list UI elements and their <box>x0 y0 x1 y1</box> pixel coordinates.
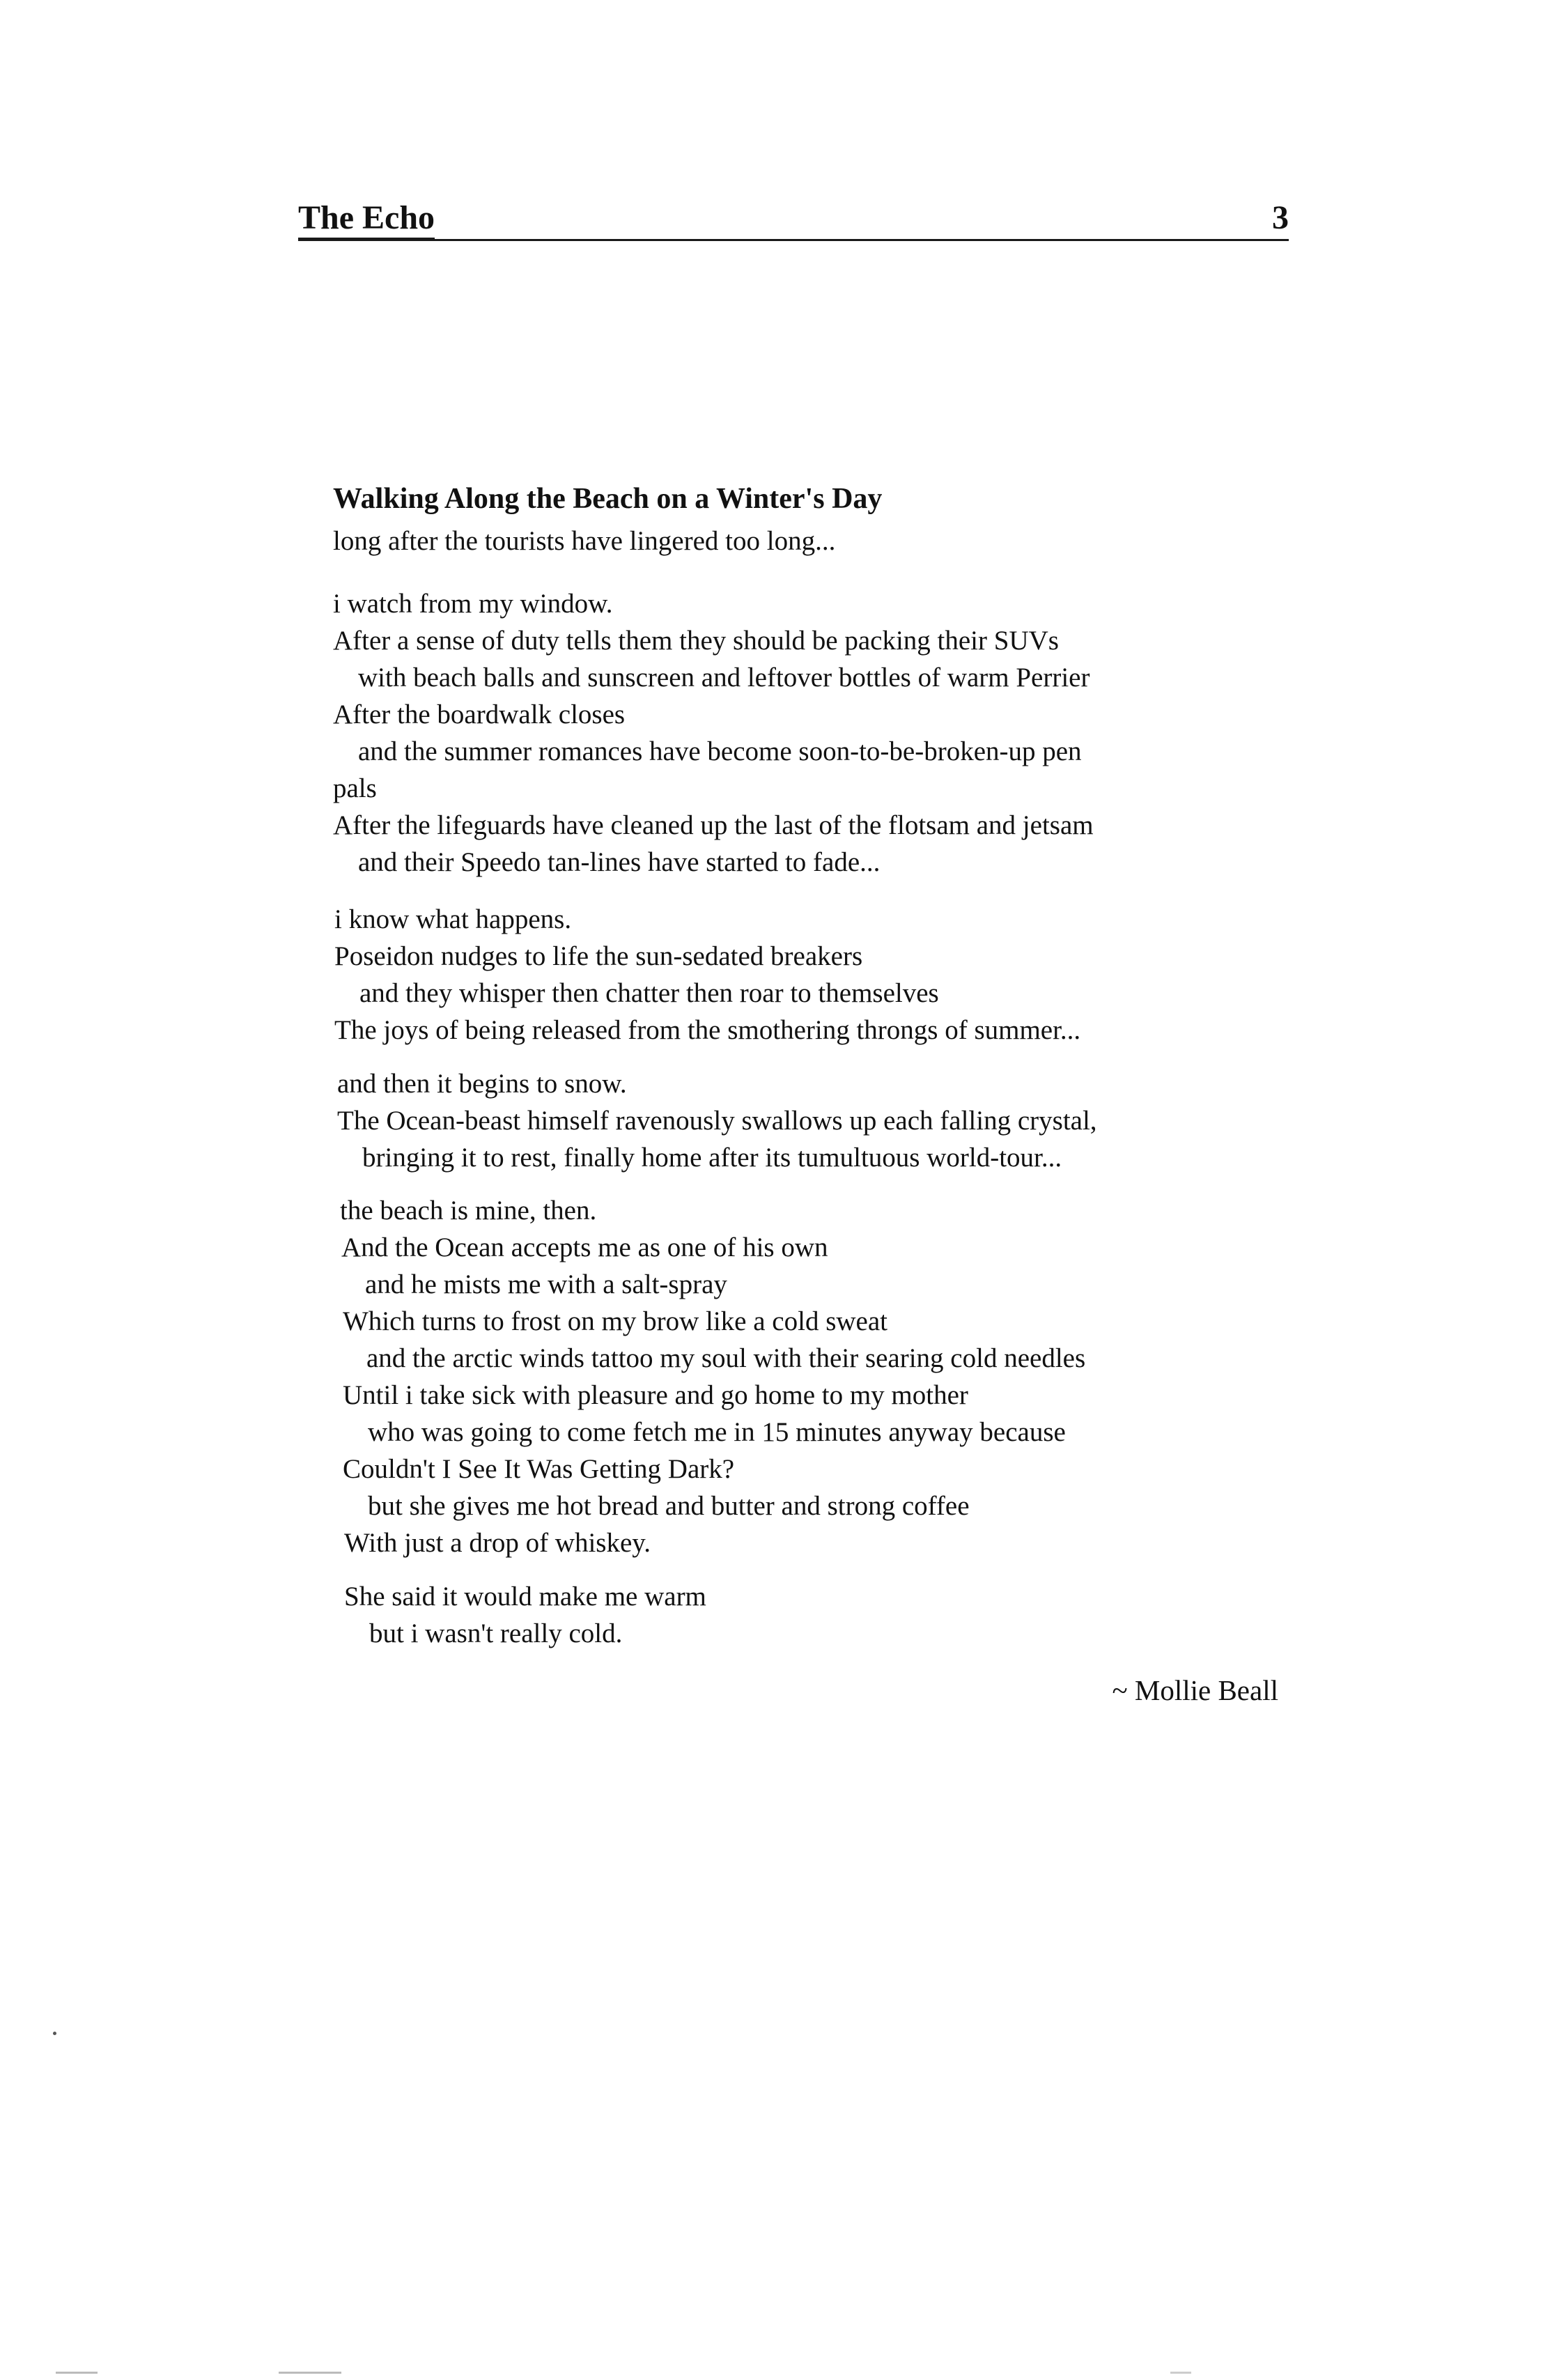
publication-title: The Echo <box>298 199 435 240</box>
poem-line: long after the tourists have lingered too long... <box>333 526 836 556</box>
scan-edge-mark <box>279 2372 341 2374</box>
poem-line: i know what happens. <box>334 904 572 934</box>
poem-line: who was going to come fetch me in 15 minutes anyway because <box>368 1417 1066 1447</box>
poem-line: After a sense of duty tells them they should be packing their SUVs <box>333 626 1059 656</box>
poem-line: Until i take sick with pleasure and go home to my mother <box>343 1380 968 1410</box>
poem-line: Which turns to frost on my brow like a cold sweat <box>343 1306 887 1336</box>
poem-title: Walking Along the Beach on a Winter's Day <box>333 483 883 515</box>
poem-line: After the boardwalk closes <box>333 700 626 729</box>
poem-line: And the Ocean accepts me as one of his own <box>341 1232 828 1262</box>
author-byline: ~ Mollie Beall <box>1112 1674 1278 1706</box>
running-header <box>298 199 1289 241</box>
poem-line: i watch from my window. <box>333 589 613 619</box>
poem-line: bringing it to rest, finally home after its tumultuous world-tour... <box>362 1143 1062 1173</box>
poem-line: and they whisper then chatter then roar to themselves <box>359 978 939 1008</box>
poem-line: and the arctic winds tattoo my soul with their searing cold needles <box>366 1343 1086 1373</box>
page-number: 3 <box>1272 199 1289 236</box>
poem-line: with beach balls and sunscreen and leftover bottles of warm Perrier <box>358 663 1090 693</box>
poem-line: Poseidon nudges to life the sun-sedated breakers <box>334 941 863 971</box>
poem-line: The joys of being released from the smothering throngs of summer... <box>334 1015 1081 1045</box>
poem-line: and their Speedo tan-lines have started to fade... <box>358 847 881 877</box>
poem-line: the beach is mine, then. <box>340 1196 597 1226</box>
scan-speck <box>53 2032 56 2035</box>
scan-edge-mark <box>56 2372 98 2374</box>
poem-line: Couldn't I See It Was Getting Dark? <box>343 1454 735 1484</box>
poem-line: The Ocean-beast himself ravenously swallows up each falling crystal, <box>337 1106 1097 1136</box>
scan-edge-mark <box>1170 2372 1191 2374</box>
poem-line: She said it would make me warm <box>344 1582 706 1612</box>
poem-line: After the lifeguards have cleaned up the last of the flotsam and jetsam <box>333 810 1094 840</box>
poem-line: pals <box>333 773 377 803</box>
poem-line: and then it begins to snow. <box>337 1069 627 1099</box>
poem-line: and the summer romances have become soon-to-be-broken-up pen <box>358 736 1082 766</box>
poem-line: but i wasn't really cold. <box>369 1618 623 1648</box>
poem-line: but she gives me hot bread and butter and strong coffee <box>368 1491 970 1521</box>
poem-line: and he mists me with a salt-spray <box>365 1269 727 1299</box>
poem-line: With just a drop of whiskey. <box>344 1528 651 1558</box>
